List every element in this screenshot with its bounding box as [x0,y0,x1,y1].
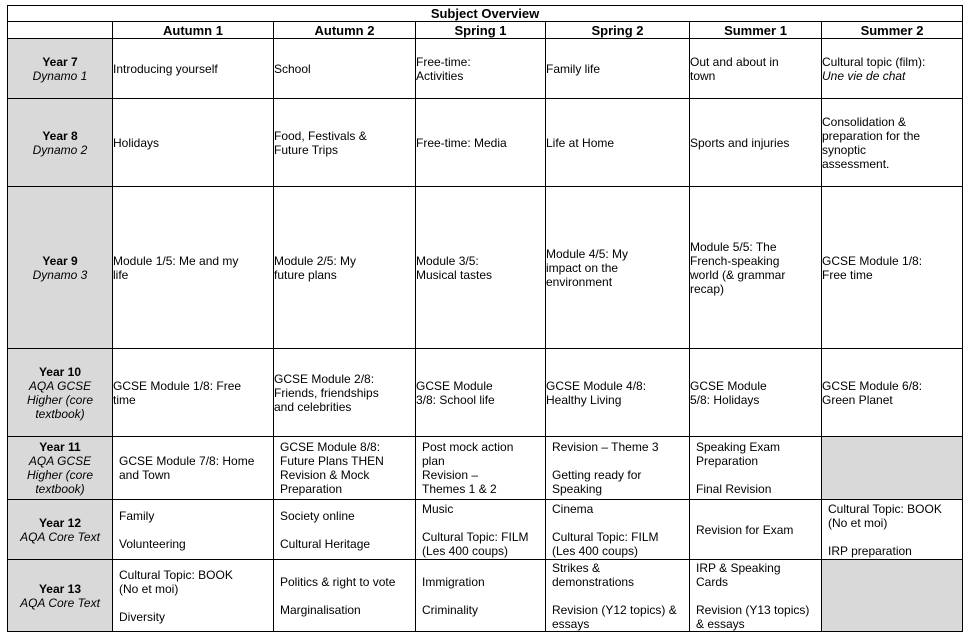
topic-cell [822,500,963,560]
topic-cell [113,39,274,99]
line-gap [552,589,689,603]
topic-line: GCSE Module 7/8: Home [119,454,255,468]
topic-cell [822,99,963,187]
topic-line: GCSE Module 8/8: [280,440,381,454]
topic-line: Music [422,501,454,516]
corner-cell [8,22,113,39]
topic-cell [113,560,274,632]
topic-line: essays [552,616,590,631]
topic-cell [690,560,822,632]
topic-cell [690,500,822,560]
topic-line: Free time [822,267,873,282]
topic-cell [416,349,546,437]
topic-line: GCSE Module 2/8: [274,371,375,386]
topic-line: Module 2/5: My [274,253,357,268]
topic-line: Revision – Theme 3 [552,440,659,454]
topic-line: Module 1/5: Me and my [113,253,239,268]
topic-line: Revision – [422,468,479,482]
topic-line: assessment. [822,156,890,171]
topic-line: (Les 400 coups) [552,543,639,558]
topic-line: Consolidation & [822,114,907,129]
topic-line: French-speaking [690,253,780,268]
topic-line: and Town [119,468,171,482]
topic-line: GCSE Module [690,378,767,393]
year-label: Year 12 [38,515,82,530]
topic-cell [416,560,546,632]
topic-line: Cultural Topic: FILM [552,529,659,544]
line-gap [422,516,545,530]
line-gap [696,589,821,603]
topic-line: (No et moi) [119,581,179,596]
topic-cell [274,187,416,349]
topic-cell [416,187,546,349]
topic-line: Musical tastes [416,267,493,282]
topic-line: Module 3/5: [416,253,479,268]
line-gap [552,516,689,530]
topic-cell [416,500,546,560]
table-row [8,187,963,349]
course-label: Dynamo 3 [32,267,88,282]
topic-line: Revision & Mock [280,468,370,482]
topic-cell [546,560,690,632]
column-header: Summer 2 [822,22,963,39]
year-label: Year 9 [42,253,78,268]
line-gap [422,589,545,603]
topic-line: Module 5/5: The [690,239,777,254]
topic-cell [113,500,274,560]
topic-cell [546,349,690,437]
year-label: Year 7 [42,54,78,69]
topic-line: Post mock action [422,440,514,454]
topic-line: Volunteering [119,536,186,551]
topic-line: Revision for Exam [696,522,794,537]
topic-line: Free-time: Media [416,135,507,150]
topic-cell [546,500,690,560]
topic-line: Themes 1 & 2 [422,482,497,496]
topic-cell [546,187,690,349]
topic-line: and celebrities [274,399,352,414]
topic-line: Cards [696,574,729,589]
topic-line: Speaking [552,482,603,496]
topic-line: recap) [690,281,725,296]
topic-cell [690,349,822,437]
topic-line: Criminality [422,602,479,617]
topic-cell [274,437,416,500]
topic-line: IRP & Speaking [696,560,781,575]
topic-line: Une vie de chat [822,68,906,83]
topic-cell [822,187,963,349]
column-header: Spring 2 [546,22,690,39]
year-cell [8,560,113,632]
topic-line: (Les 400 coups) [422,543,509,558]
topic-line: Strikes & [552,560,601,575]
topic-cell [822,349,963,437]
year-cell [8,39,113,99]
topic-line: Marginalisation [280,602,361,617]
topic-line: time [113,392,136,407]
topic-line: plan [422,454,445,468]
column-header: Autumn 2 [274,22,416,39]
topic-line: future plans [274,267,337,282]
topic-cell [690,187,822,349]
column-header: Autumn 1 [113,22,274,39]
topic-line: & essays [696,616,745,631]
line-gap [119,596,273,610]
topic-cell [416,437,546,500]
year-label: Year 13 [38,581,82,596]
table-row [8,437,963,500]
topic-line: town [690,68,716,83]
year-label: Year 8 [42,128,78,143]
topic-cell [274,560,416,632]
topic-line: Sports and injuries [690,135,790,150]
year-cell [8,437,113,500]
topic-line: GCSE Module 6/8: [822,378,923,393]
topic-line: Diversity [119,609,166,624]
topic-line: Out and about in [690,54,779,69]
topic-cell [113,349,274,437]
course-label: AQA Core Text [20,529,100,544]
course-label: Dynamo 2 [32,142,88,157]
topic-line: 5/8: Holidays [690,392,760,407]
topic-line: impact on the [546,260,619,275]
year-label: Year 10 [38,364,82,379]
subject-overview-table [7,5,963,632]
topic-line: Getting ready for [552,468,642,482]
topic-line: Preparation [280,482,343,496]
course-label: AQA GCSE [28,378,92,393]
topic-line: Cultural Topic: FILM [422,529,529,544]
topic-line: Cultural Topic: BOOK [828,501,942,516]
topic-cell [690,99,822,187]
topic-line: preparation for the [822,128,921,143]
topic-cell [274,39,416,99]
topic-line: Free-time: [416,54,471,69]
topic-cell [546,437,690,500]
table-row [8,39,963,99]
year-cell [8,349,113,437]
topic-line: Green Planet [822,392,893,407]
topic-line: life [113,267,129,282]
topic-line: Future Plans THEN [280,454,384,468]
topic-line: Society online [280,508,355,523]
topic-line: Cultural Heritage [280,536,371,551]
line-gap [280,523,415,537]
topic-cell [274,349,416,437]
empty-cell [822,560,963,632]
course-label: Higher (core [26,468,94,482]
topic-line: Cultural Topic: BOOK [119,567,233,582]
topic-line: Life at Home [546,135,615,150]
topic-cell [416,99,546,187]
topic-cell [822,39,963,99]
line-gap [119,523,273,537]
year-cell [8,500,113,560]
column-header: Summer 1 [690,22,822,39]
topic-cell [113,437,274,500]
year-label: Year 11 [39,440,81,454]
topic-line: Friends, friendships [274,385,379,400]
topic-line: Future Trips [274,142,339,157]
year-cell [8,99,113,187]
line-gap [280,589,415,603]
topic-line: synoptic [822,142,867,157]
course-label: AQA Core Text [20,595,100,610]
line-gap [828,530,962,544]
table-row [8,500,963,560]
topic-line: GCSE Module [416,378,493,393]
topic-line: demonstrations [552,574,635,589]
topic-line: Preparation [696,454,759,468]
course-label: AQA GCSE [28,454,92,468]
year-cell [8,187,113,349]
topic-line: Family life [546,61,601,76]
course-label: Higher (core [26,392,94,407]
topic-cell [113,187,274,349]
topic-line: Revision (Y13 topics) [696,602,810,617]
topic-line: GCSE Module 1/8: [822,253,923,268]
course-label: textbook) [35,482,85,496]
topic-line: Cinema [552,501,594,516]
topic-line: Activities [416,68,464,83]
topic-line: Speaking Exam [696,440,781,454]
line-gap [552,454,689,468]
table-row [8,99,963,187]
topic-line: Cultural topic (film): [822,54,926,69]
topic-line: Final Revision [696,482,772,496]
topic-cell [274,99,416,187]
topic-line: Introducing yourself [113,61,218,76]
topic-line: GCSE Module 1/8: Free [113,378,242,393]
topic-line: Holidays [113,135,160,150]
topic-line: world (& grammar [690,267,786,282]
table-row [8,349,963,437]
topic-line: Module 4/5: My [546,246,629,261]
topic-line: Family [119,508,155,523]
topic-cell [416,39,546,99]
topic-line: IRP preparation [828,543,912,558]
topic-cell [546,99,690,187]
topic-line: GCSE Module 4/8: [546,378,647,393]
column-header: Spring 1 [416,22,546,39]
topic-line: environment [546,274,613,289]
topic-line: Food, Festivals & [274,128,367,143]
topic-line: (No et moi) [828,515,888,530]
topic-line: School [274,61,311,76]
topic-line: Revision (Y12 topics) & [552,602,677,617]
topic-line: Politics & right to vote [280,574,396,589]
topic-line: Healthy Living [546,392,622,407]
course-label: textbook) [35,406,85,421]
empty-cell [822,437,963,500]
topic-cell [274,500,416,560]
topic-cell [113,99,274,187]
topic-cell [546,39,690,99]
course-label: Dynamo 1 [32,68,88,83]
table-title: Subject Overview [8,6,963,22]
topic-line: 3/8: School life [416,392,495,407]
line-gap [696,468,821,482]
table-row [8,560,963,632]
topic-cell [690,437,822,500]
topic-cell [690,39,822,99]
topic-line: Immigration [422,574,485,589]
